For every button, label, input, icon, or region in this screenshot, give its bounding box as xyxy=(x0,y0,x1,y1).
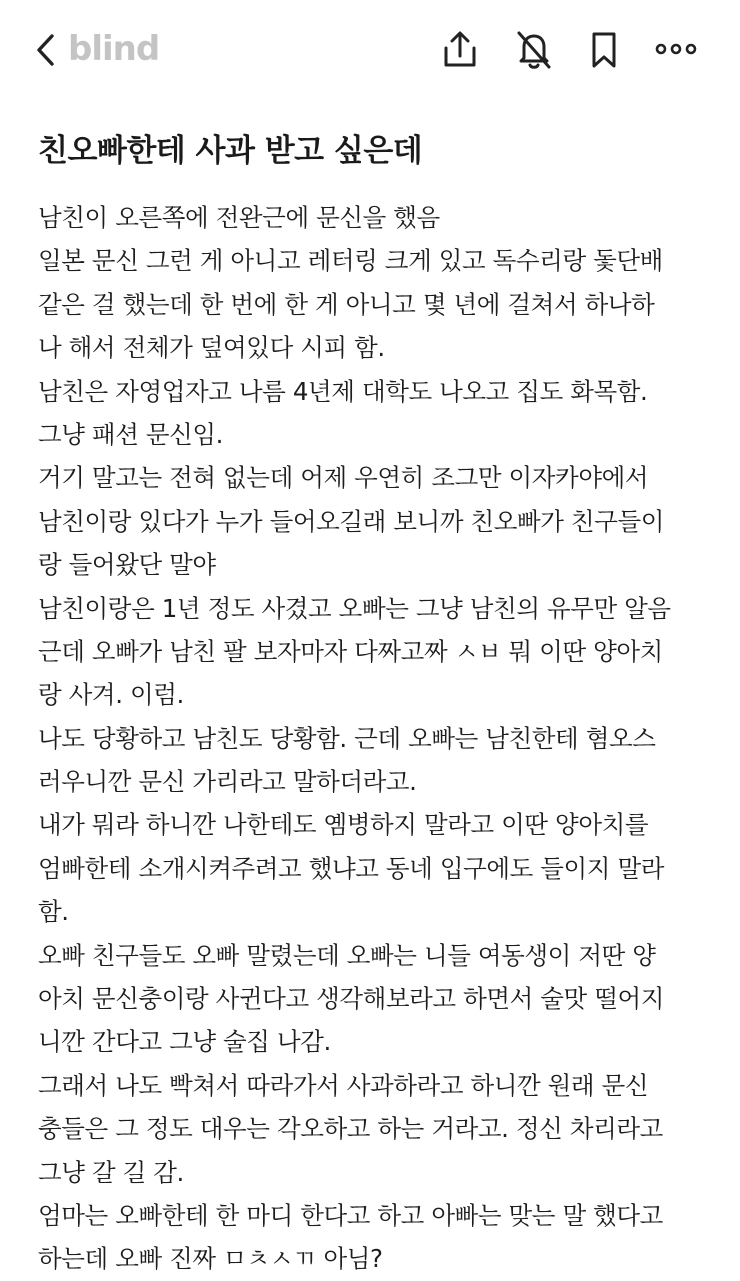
post-body-line: 함. xyxy=(38,897,69,927)
post-body-line: 일본 문신 그런 게 아니고 레터링 크게 있고 독수리랑 돛단배 xyxy=(38,246,663,276)
post-body-line: 남친이랑은 1년 정도 사겼고 오빠는 그냥 남친의 유무만 알음 xyxy=(38,593,671,623)
share-icon xyxy=(440,28,480,72)
post-body-line: 랑 들어왔단 말야 xyxy=(38,550,216,580)
post-body-line: 남친은 자영업자고 나름 4년제 대학도 나오고 집도 화목함. xyxy=(38,376,648,406)
bell-off-icon xyxy=(514,28,554,72)
share-button[interactable] xyxy=(440,28,480,72)
bookmark-button[interactable] xyxy=(584,28,624,72)
post-body xyxy=(38,196,718,1281)
bookmark-icon xyxy=(584,28,624,72)
post-body-line: 러우니깐 문신 가리라고 말하더라고. xyxy=(38,767,417,797)
post-body-line: 근데 오빠가 남친 팔 보자마자 다짜고짜 ㅅㅂ 뭐 이딴 양아치 xyxy=(38,636,663,666)
post-body-line: 남친이랑 있다가 누가 들어오길래 보니까 친오빠가 친구들이 xyxy=(38,506,664,536)
post-body-line: 거기 말고는 전혀 없는데 어제 우연히 조그만 이자카야에서 xyxy=(38,463,649,493)
blind-logo: blind xyxy=(68,29,160,69)
post-body-line: 그냥 갈 길 감. xyxy=(38,1157,184,1187)
chevron-left-icon xyxy=(32,30,62,70)
post-body-line: 엄마는 오빠한테 한 마디 한다고 하고 아빠는 맞는 말 했다고 xyxy=(38,1200,663,1230)
post-body-line: 아치 문신충이랑 사귄다고 생각해보라고 하면서 술맛 떨어지 xyxy=(38,984,664,1014)
post-body-line: 같은 걸 했는데 한 번에 한 게 아니고 몇 년에 걸쳐서 하나하 xyxy=(38,289,655,319)
post-body-line: 내가 뭐라 하니깐 나한테도 옘병하지 말라고 이딴 양아치를 xyxy=(38,810,649,840)
post-body-line: 그냥 패션 문신임. xyxy=(38,419,224,449)
post-body-line: 나 해서 전체가 덮여있다 시피 함. xyxy=(38,333,385,363)
post-body-line: 하는데 오빠 진짜 ㅁㅊㅅㄲ 아님? xyxy=(38,1244,383,1274)
post-body-line: 엄빠한테 소개시켜주려고 했냐고 동네 입구에도 들이지 말라 xyxy=(38,853,664,883)
back-button[interactable] xyxy=(32,30,62,70)
post-body-line: 나도 당황하고 남친도 당황함. 근데 오빠는 남친한테 혐오스 xyxy=(38,723,656,753)
post-body-line: 니깐 간다고 그냥 술집 나감. xyxy=(38,1027,331,1057)
post-body-line: 남친이 오른쪽에 전완근에 문신을 했음 xyxy=(38,203,440,232)
post-body-line: 충들은 그 정도 대우는 각오하고 하는 거라고. 정신 차리라고 xyxy=(38,1114,663,1144)
post-title: 친오빠한테 사과 받고 싶은데 xyxy=(38,133,423,169)
more-options-button[interactable] xyxy=(652,28,700,72)
top-bar xyxy=(0,0,740,100)
notification-off-button[interactable] xyxy=(514,28,554,72)
post-body-line: 랑 사겨. 이럼. xyxy=(38,680,184,710)
post-body-line: 그래서 나도 빡쳐서 따라가서 사과하라고 하니깐 원래 문신 xyxy=(38,1070,649,1100)
more-icon xyxy=(652,28,700,72)
post-body-line: 오빠 친구들도 오빠 말렸는데 오빠는 니들 여동생이 저딴 양 xyxy=(38,940,656,970)
